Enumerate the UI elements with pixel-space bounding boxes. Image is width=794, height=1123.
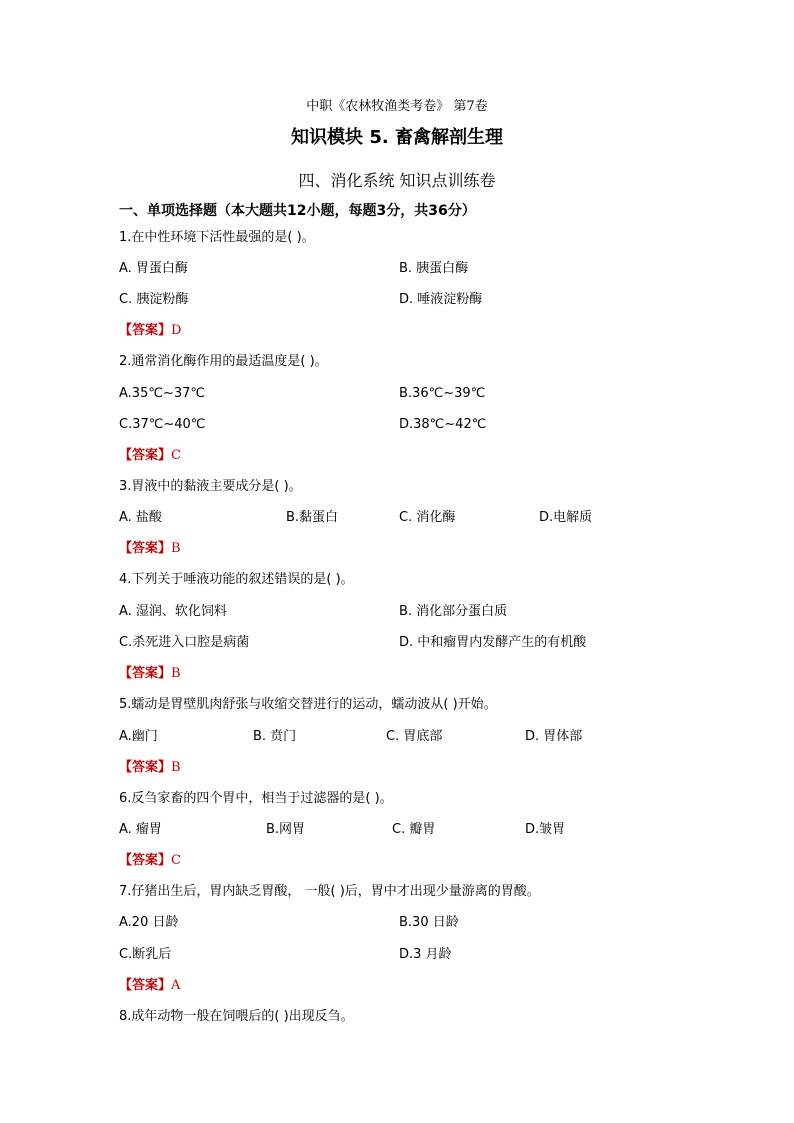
option-b: B. 贲门 [253,729,297,744]
option-c: C.37℃~40℃ [119,417,206,432]
option-b: B.36℃~39℃ [399,386,486,401]
option-d: D.电解质 [539,510,593,525]
section-heading: 一、单项选择题（本大题共12小题，每题3分，共36分） [119,203,476,219]
answer-label: 【答案】 [119,323,172,338]
option-d: D. 唾液淀粉酶 [399,292,483,307]
question-stem: 2.通常消化酶作用的最适温度是( )。 [119,354,328,369]
option-d: D.皱胃 [525,822,566,837]
option-d: D. 胃体部 [525,729,583,744]
question-stem: 5.蠕动是胃壁肌肉舒张与收缩交替进行的运动，蠕动波从( )开始。 [119,697,497,712]
answer-line [119,759,181,777]
answer-value: C [171,853,181,868]
answer-label: 【答案】 [119,853,172,868]
answer-label: 【答案】 [119,978,172,993]
option-a: A.35℃~37℃ [119,386,205,401]
answer-label: 【答案】 [119,541,172,556]
option-c: C. 胃底部 [386,729,443,744]
page-title: 知识模块 5. 畜禽解剖生理 [291,127,503,148]
option-c: C. 胰淀粉酶 [119,292,189,307]
option-d: D.38℃~42℃ [399,417,487,432]
option-a: A. 盐酸 [119,510,162,525]
option-c: C.杀死进入口腔是病菌 [119,635,250,650]
answer-line [119,665,181,683]
question-stem: 3.胃液中的黏液主要成分是( )。 [119,479,302,494]
option-a: A.20 日龄 [119,915,179,930]
answer-value: A [171,978,181,993]
option-b: B.黏蛋白 [286,510,339,525]
question-stem: 7.仔猪出生后，胃内缺乏胃酸， 一般( )后，胃中才出现少量游离的胃酸。 [119,884,540,899]
option-c: C.断乳后 [119,947,172,962]
answer-line [119,540,181,558]
answer-value: D [171,323,182,338]
answer-value: B [171,760,181,775]
answer-line [119,322,181,340]
answer-line [119,977,180,995]
question-stem: 8.成年动物一般在饲喂后的( )出现反刍。 [119,1009,354,1024]
question-stem: 6.反刍家畜的四个胃中，相当于过滤器的是( )。 [119,791,393,806]
option-b: B.网胃 [266,822,306,837]
exam-header: 中职《农林牧渔类考卷》 第7卷 [306,99,488,114]
answer-value: B [171,541,181,556]
option-b: B. 胰蛋白酶 [399,261,469,276]
option-c: C. 消化酶 [399,510,456,525]
option-c: C. 瓣胃 [392,822,436,837]
answer-line [119,852,181,870]
option-a: A.幽门 [119,729,158,744]
answer-label: 【答案】 [119,666,172,681]
option-a: A. 胃蛋白酶 [119,261,188,276]
answer-label: 【答案】 [119,760,172,775]
question-stem: 4.下列关于唾液功能的叙述错误的是( )。 [119,572,354,587]
option-b: B. 消化部分蛋白质 [399,604,508,619]
page-subtitle: 四、消化系统 知识点训练卷 [298,171,496,190]
option-d: D. 中和瘤胃内发酵产生的有机酸 [399,635,587,650]
option-b: B.30 日龄 [399,915,459,930]
answer-value: B [171,666,181,681]
answer-line [119,447,181,465]
answer-label: 【答案】 [119,448,172,463]
option-a: A. 湿润、软化饲料 [119,604,227,619]
option-d: D.3 月龄 [399,947,452,962]
option-a: A. 瘤胃 [119,822,162,837]
answer-value: C [171,448,181,463]
question-stem: 1.在中性环境下活性最强的是( )。 [119,230,315,245]
